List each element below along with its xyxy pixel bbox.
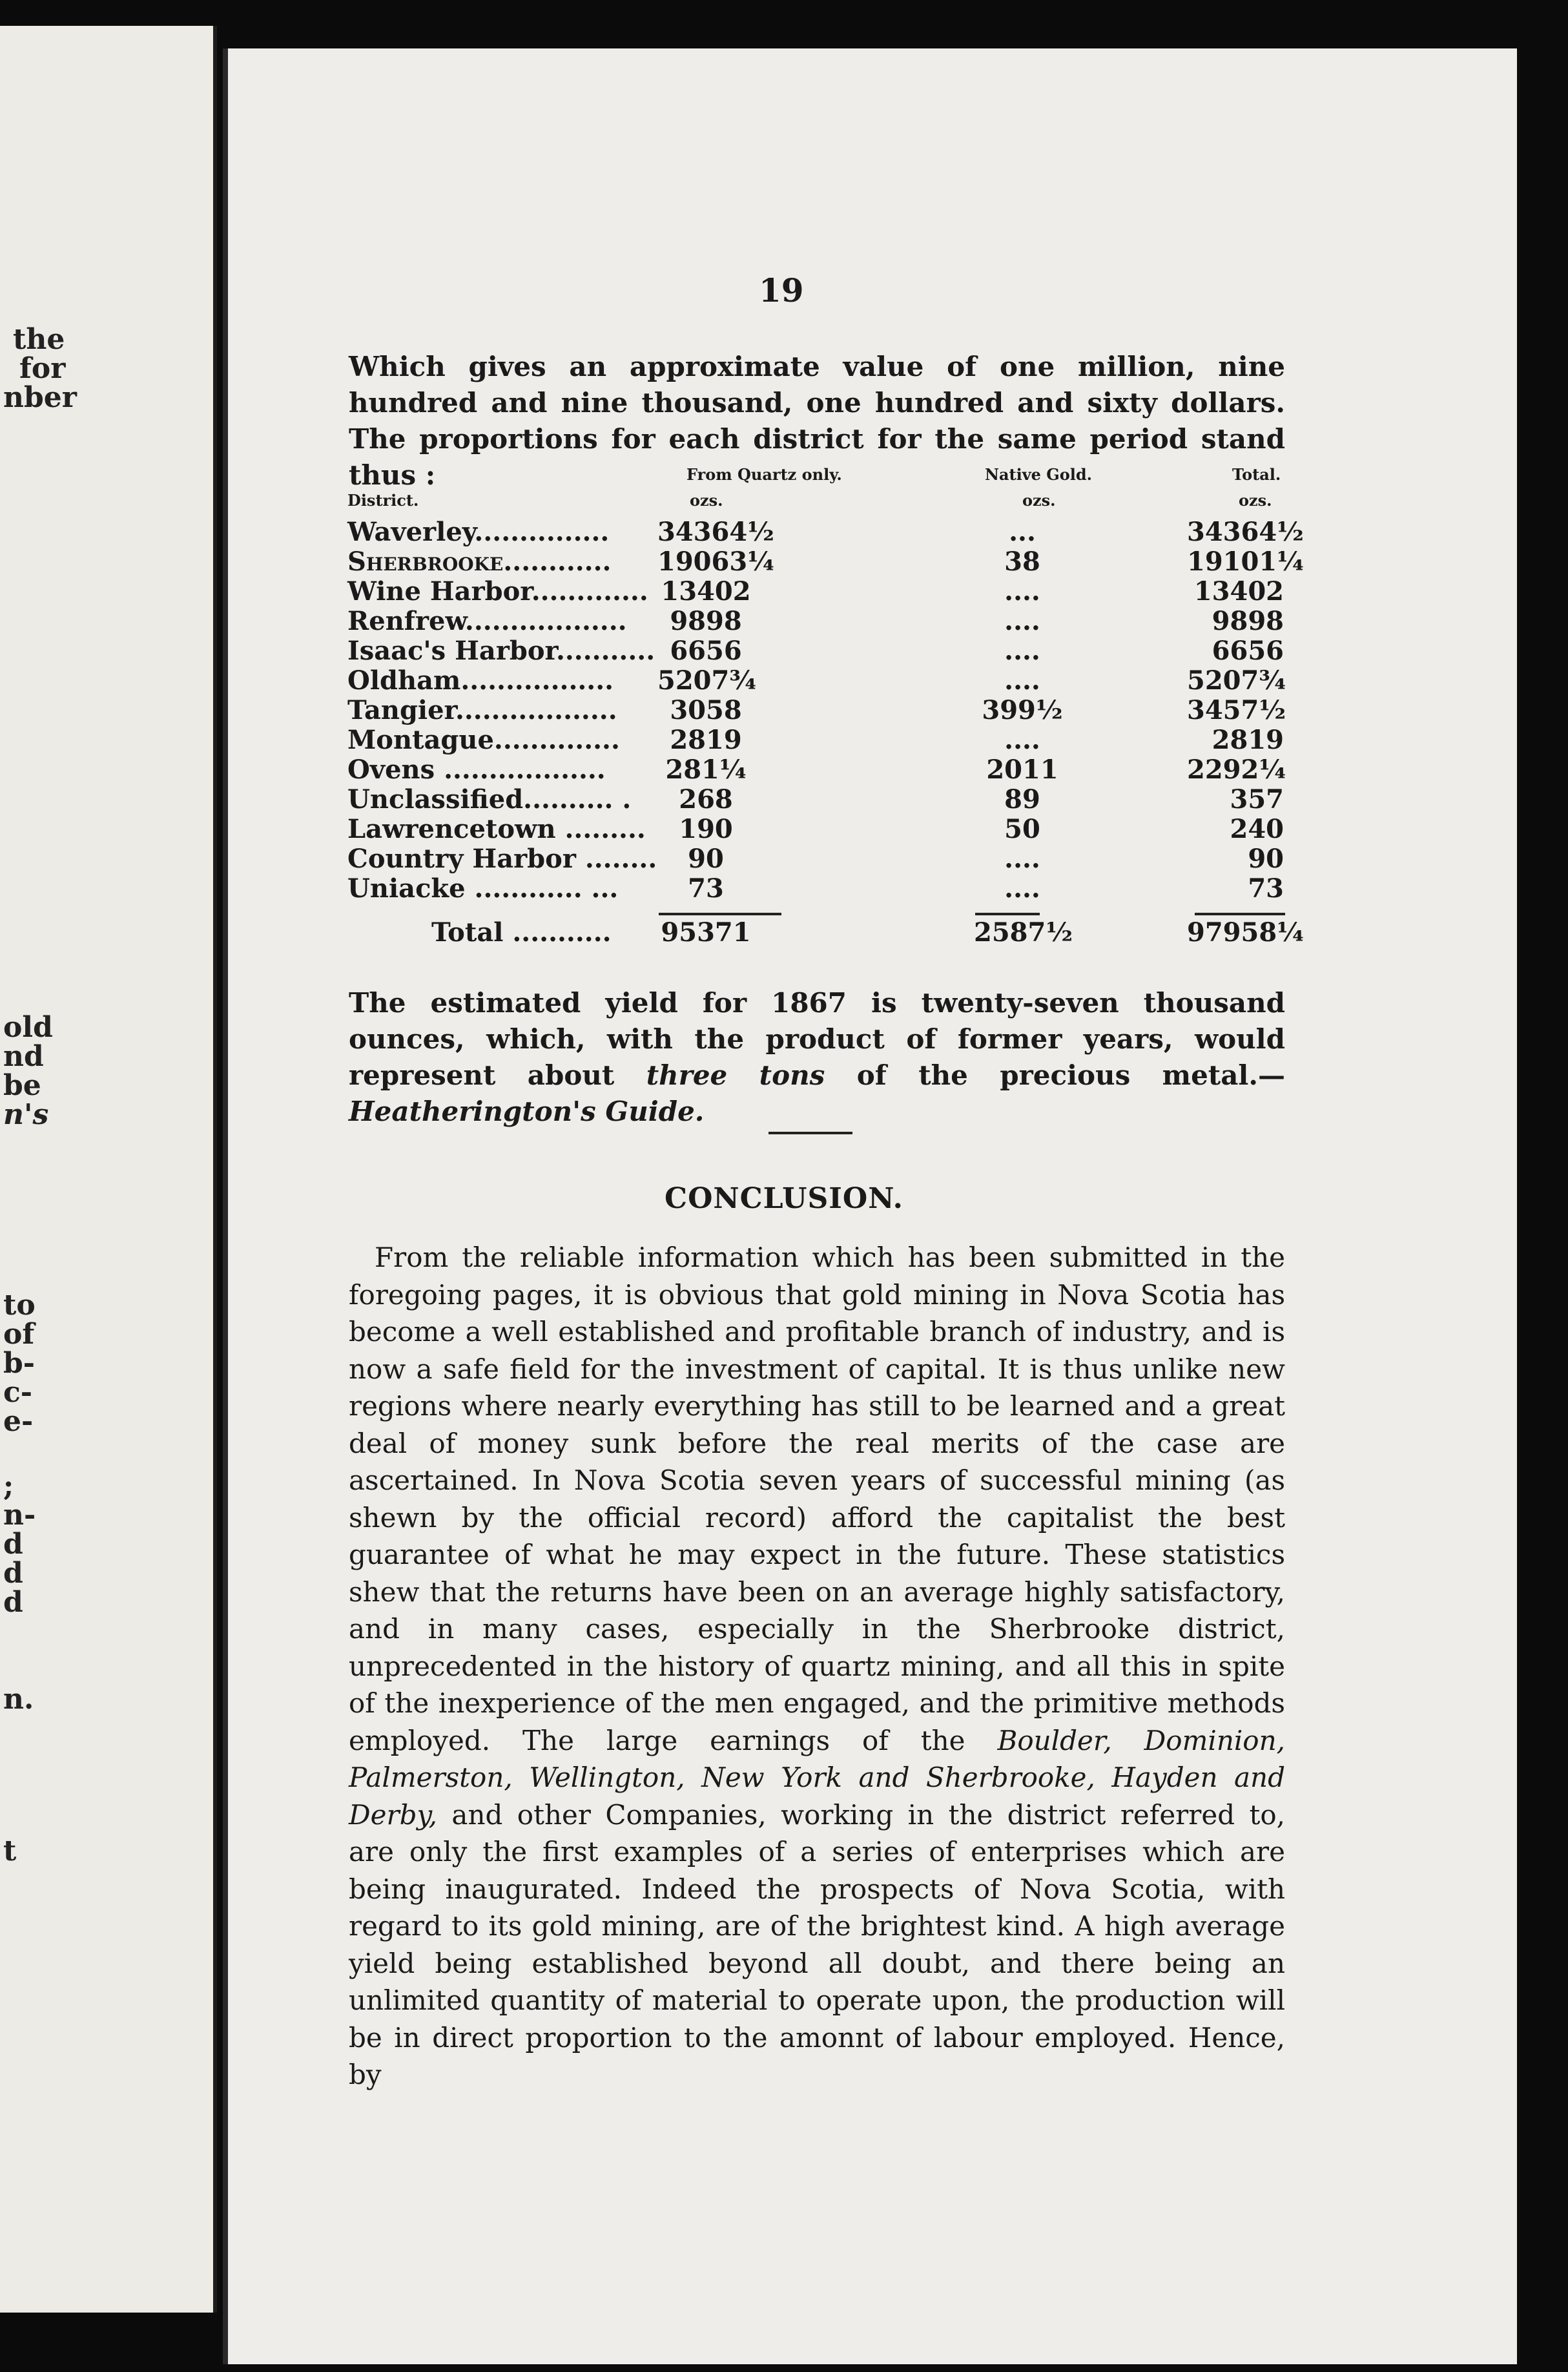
cell-native: .... <box>1004 844 1040 874</box>
cell-total: 240 <box>1230 814 1284 844</box>
cell-total-label: Total ........... <box>431 917 612 948</box>
cell-total: 2292¼ <box>1187 754 1286 785</box>
cell-quartz: 9898 <box>670 606 742 636</box>
table-row <box>347 517 1304 547</box>
conclusion-heading: CONCLUSION. <box>665 1182 903 1215</box>
left-fragment: for <box>19 352 66 385</box>
cell-total: 6656 <box>1212 636 1284 666</box>
cell-native: .... <box>1004 725 1040 755</box>
cell-quartz-total: 95371 <box>661 917 751 948</box>
cell-quartz: 190 <box>679 814 733 844</box>
cell-native: .... <box>1004 873 1040 904</box>
table-row <box>347 546 1304 577</box>
table-row <box>347 695 1290 725</box>
cell-native: .... <box>1004 636 1040 666</box>
table-total-row <box>431 917 1304 948</box>
cell-native: 2011 <box>986 754 1058 785</box>
page-number: 19 <box>759 271 804 309</box>
table-row <box>347 606 1290 636</box>
table-row <box>347 576 1290 606</box>
cell-native: 399½ <box>982 695 1063 725</box>
cell-total: 5207¾ <box>1187 665 1286 696</box>
section-divider <box>769 1132 852 1134</box>
yield-paragraph <box>349 985 1285 1130</box>
cell-native: ... <box>1009 517 1036 547</box>
left-fragment: the <box>13 323 65 356</box>
left-fragment: nd <box>3 1040 44 1073</box>
header-unit-native: ozs. <box>1022 491 1056 510</box>
yield-text-middle: of the precious metal.— <box>825 1059 1285 1091</box>
table-row <box>347 784 1290 814</box>
cell-district: Unclassified.......... . <box>347 784 632 815</box>
table-row <box>347 636 1290 665</box>
cell-district: Uniacke ............ ... <box>347 873 619 904</box>
cell-total: 90 <box>1248 844 1284 874</box>
cell-quartz: 73 <box>688 873 724 904</box>
cell-district: Tangier.................. <box>347 695 617 725</box>
cell-total: 3457½ <box>1187 695 1286 725</box>
left-fragment: n. <box>3 1683 34 1716</box>
cell-quartz: 3058 <box>670 695 742 725</box>
cell-total: 73 <box>1248 873 1284 904</box>
cell-grand-total: 97958¼ <box>1187 917 1304 948</box>
cell-district: Wine Harbor............. <box>347 576 648 607</box>
left-fragment: ; <box>3 1470 14 1503</box>
sum-rule-total <box>1195 913 1285 915</box>
cell-district: Country Harbor ........ <box>347 844 657 874</box>
cell-district: Lawrencetown ......... <box>347 814 646 844</box>
left-fragment: t <box>3 1835 17 1867</box>
header-unit-quartz: ozs. <box>690 491 723 510</box>
cell-district: Waverley............... <box>347 517 610 547</box>
cell-native: .... <box>1004 576 1040 607</box>
cell-total: 2819 <box>1212 725 1284 755</box>
cell-quartz: 268 <box>679 784 733 815</box>
conclusion-text-part1: From the reliable information which has been submitted in the foregoing pages, it is obvious that gold mining in Nova Scotia has become a well established and profitable branch of industry, and is now a safe field for the investment of capital. It is thus unlike new regions where nearly everything has still to be learned and a great deal of money sunk before the real merits of the case are ascertained. In Nova Scotia seven years of successful mining (as shewn by the official record) afford the capitalist the best guarantee of what he may expect in the future. These statistics shew that the returns have been on an average highly satisfactory, and in many cases, especially in the Sherbrooke district, unprecedented in the history of quartz mining, and all this in spite of the inexperience of the men engaged, and the primitive methods employed. The large earnings of the <box>349 1242 1285 1756</box>
table-row <box>347 725 1290 754</box>
intro-paragraph: Which gives an approximate value of one million, nine hundred and nine thousand, one hundred and sixty dollars. The proportions for each district for the same period stand thus : <box>349 351 1285 491</box>
left-facing-page <box>0 26 217 2313</box>
table-row <box>347 754 1290 784</box>
yield-source: Heatherington's Guide. <box>349 1096 705 1127</box>
left-fragment: d <box>3 1557 23 1590</box>
sum-rule-native <box>975 913 1040 915</box>
cell-district: Isaac's Harbor........... <box>347 636 655 666</box>
left-fragment: of <box>3 1318 35 1351</box>
left-fragment: old <box>3 1011 53 1044</box>
header-district: District. <box>347 491 419 510</box>
left-fragment: d <box>3 1586 23 1619</box>
table-row <box>347 814 1290 844</box>
cell-district: Montague.............. <box>347 725 620 755</box>
left-fragment: c- <box>3 1376 33 1409</box>
cell-quartz: 281¼ <box>665 754 747 785</box>
cell-native: 89 <box>1004 784 1040 815</box>
cell-quartz: 90 <box>688 844 724 874</box>
left-fragment: n- <box>3 1499 36 1532</box>
left-fragment: nber <box>3 381 77 414</box>
header-unit-total: ozs. <box>1239 491 1272 510</box>
conclusion-companies: Boulder, Dominion, Palmerston, Wellington, New York and Sherbrooke, Hayden and Derby, <box>349 1724 1285 1831</box>
cell-total: 13402 <box>1193 576 1284 607</box>
cell-total: 9898 <box>1212 606 1284 636</box>
cell-total: 357 <box>1230 784 1284 815</box>
table-row <box>347 844 1290 873</box>
cell-quartz: 5207¾ <box>657 665 757 696</box>
left-fragment: e- <box>3 1405 34 1438</box>
table-row <box>347 665 1290 695</box>
header-quartz: From Quartz only. <box>686 465 842 484</box>
cell-native-total: 2587½ <box>974 917 1073 948</box>
cell-district: Ovens .................. <box>347 754 606 785</box>
cell-district: Renfrew.................. <box>347 606 627 636</box>
cell-native: 38 <box>1004 546 1040 577</box>
cell-native: 50 <box>1004 814 1040 844</box>
cell-quartz: 19063¼ <box>657 546 774 577</box>
cell-native: .... <box>1004 665 1040 696</box>
left-fragment: d <box>3 1528 23 1561</box>
sum-rule-quartz <box>659 913 781 915</box>
conclusion-paragraph <box>349 1239 1285 2094</box>
cell-quartz: 34364½ <box>657 517 774 547</box>
left-fragment: n's <box>3 1098 49 1131</box>
header-total: Total. <box>1232 465 1281 484</box>
cell-quartz: 6656 <box>670 636 742 666</box>
header-native: Native Gold. <box>985 465 1093 484</box>
cell-quartz: 13402 <box>661 576 751 607</box>
left-fragment: b- <box>3 1347 36 1380</box>
left-fragment: be <box>3 1069 41 1102</box>
table-row <box>347 873 1290 903</box>
cell-district: Oldham................. <box>347 665 614 696</box>
yield-text: The estimated yield for 1867 is twenty-seven thousand ounces, which, with the product of former years, would represent about <box>349 987 1285 1091</box>
cell-district: Sherbrooke............ <box>347 546 612 577</box>
yield-italic: three tons <box>646 1059 825 1091</box>
left-fragment: to <box>3 1289 36 1322</box>
cell-native: .... <box>1004 606 1040 636</box>
conclusion-text-part2: and other Companies, working in the district referred to, are only the first examples of a series of enterprises which are being inaugurated. Indeed the prospects of Nova Scotia, with regard to its gold mining, are of the brightest kind. A high average yield being established beyond all doubt, and there being an unlimited quantity of material to operate upon, the production will be in direct proportion to the amonnt of labour employed. Hence, by <box>349 1798 1285 2090</box>
cell-quartz: 2819 <box>670 725 742 755</box>
cell-total: 19101¼ <box>1187 546 1304 577</box>
cell-total: 34364½ <box>1187 517 1304 547</box>
